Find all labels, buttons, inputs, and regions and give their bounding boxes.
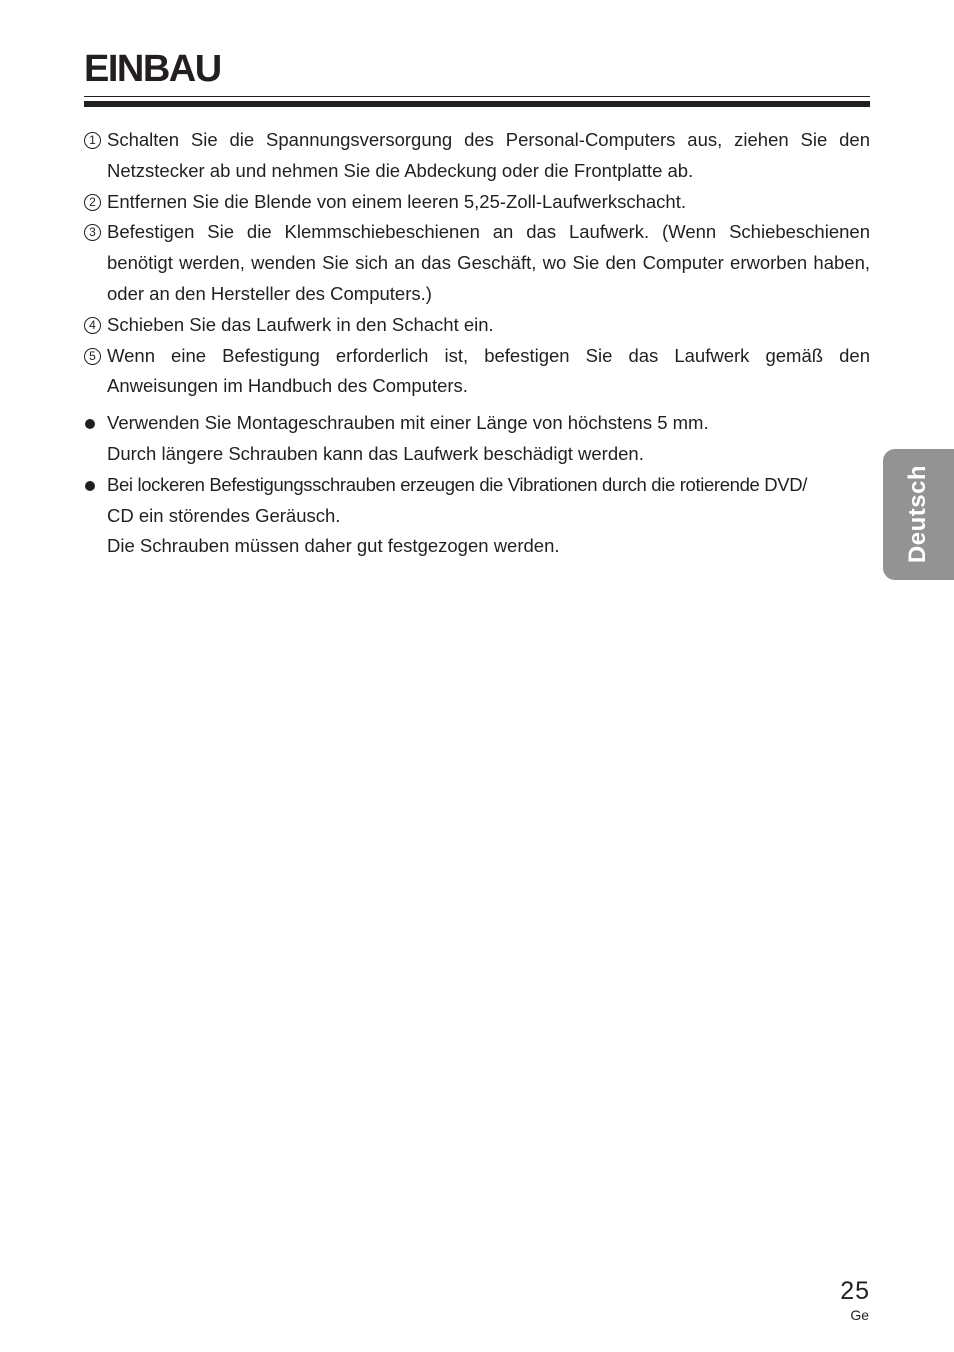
page-number: 25: [840, 1277, 870, 1305]
note-line: Durch längere Schrauben kann das Laufwerk beschädigt werden.: [107, 442, 644, 464]
page-language-code: Ge: [850, 1307, 869, 1323]
language-tab-label: Deutsch: [904, 464, 931, 564]
step-number: 3: [84, 224, 101, 241]
note-item: [84, 408, 870, 470]
notes-list: [84, 408, 870, 562]
language-tab: [883, 449, 954, 580]
step-number: 5: [84, 348, 101, 365]
step-4: [84, 310, 870, 341]
note-line: CD ein störendes Geräusch.: [107, 504, 341, 526]
step-text: Schieben Sie das Laufwerk in den Schacht ein.: [107, 313, 494, 335]
step-number: 2: [84, 194, 101, 211]
step-1: [84, 125, 870, 187]
step-text: Entfernen Sie die Blende von einem leeren 5,25-Zoll-Laufwerkschacht.: [107, 190, 686, 212]
note-line: Verwenden Sie Montageschrauben mit einer Länge von höchstens 5 mm.: [107, 412, 709, 434]
step-2: [84, 187, 870, 218]
step-text: Wenn eine Befestigung erforderlich ist, befestigen Sie das Laufwerk gemäß den Anweisungen im Handbuch des Computers.: [107, 344, 870, 397]
bullet-icon: [85, 481, 95, 491]
note-line: Bei lockeren Befestigungsschrauben erzeugen die Vibrationen durch die rotierende DVD/: [107, 473, 808, 495]
title-rule-thin: [84, 96, 870, 97]
step-3: [84, 217, 870, 309]
note-item: [84, 470, 870, 562]
step-text: Befestigen Sie die Klemmschiebeschienen an das Laufwerk. (Wenn Schiebeschienen benötigt werden, wenden Sie sich an das Geschäft, wo Sie den Computer erworben haben, oder an den Hersteller des Computers.): [107, 221, 870, 304]
step-5: [84, 341, 870, 403]
step-number: 1: [84, 132, 101, 149]
page-title: EINBAU: [84, 48, 221, 90]
note-line: Die Schrauben müssen daher gut festgezogen werden.: [107, 535, 560, 557]
bullet-icon: [85, 419, 95, 429]
instructions: [84, 125, 870, 562]
step-text: Schalten Sie die Spannungsversorgung des Personal-Computers aus, ziehen Sie den Netzstecker ab und nehmen Sie die Abdeckung oder die Frontplatte ab.: [107, 129, 870, 181]
step-number: 4: [84, 317, 101, 334]
title-rule-thick: [84, 101, 870, 107]
